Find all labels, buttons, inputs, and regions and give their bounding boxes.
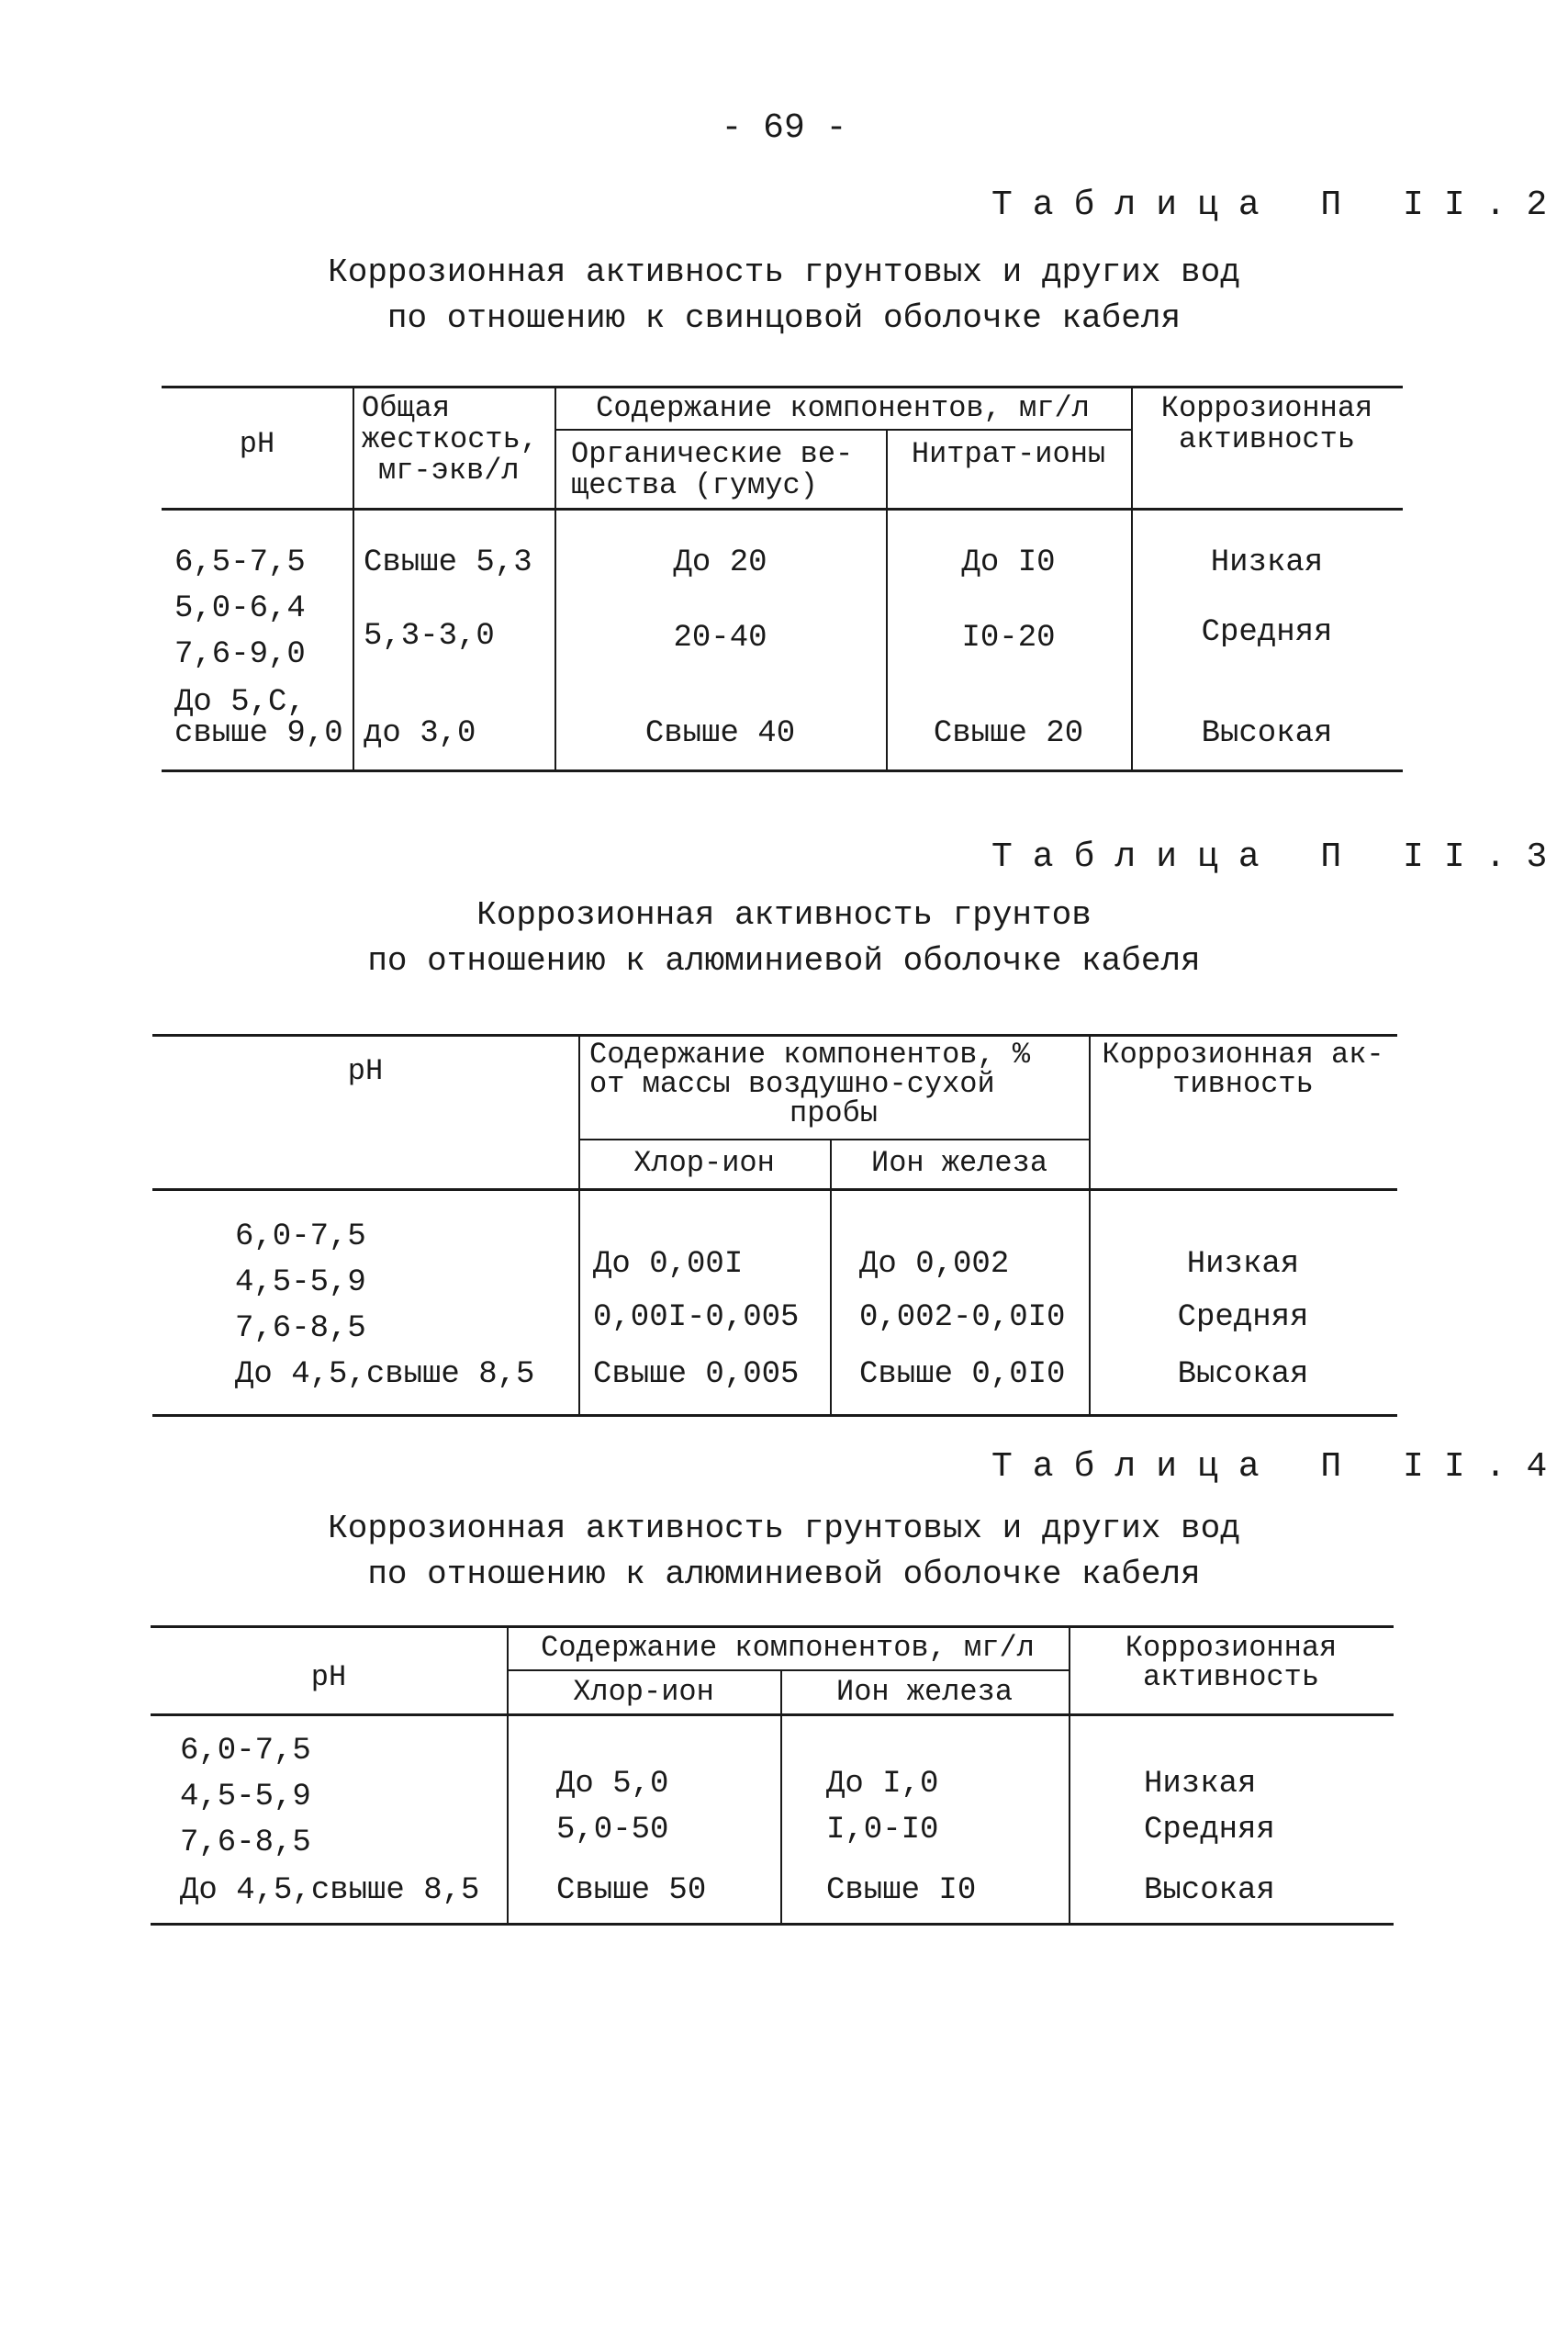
header-content: Содержание компонентов, % bbox=[589, 1038, 1031, 1072]
cell-ph: 7,6-9,0 bbox=[174, 637, 306, 672]
cell-hardness: 5,3-3,0 bbox=[364, 619, 495, 654]
header-activity: тивность bbox=[1172, 1067, 1314, 1101]
header-organic: щества (гумус) bbox=[571, 468, 818, 502]
header-iron: Ион железа bbox=[870, 1146, 1048, 1180]
cell-activity: Низкая bbox=[1186, 1247, 1300, 1282]
cell-ph: До 4,5,свыше 8,5 bbox=[180, 1873, 480, 1908]
cell-chlorine: Свыше 50 bbox=[556, 1873, 707, 1908]
caption-line: Коррозионная активность грунтовых и других вод bbox=[328, 253, 1240, 291]
cell-iron: До 0,002 bbox=[859, 1247, 1010, 1282]
header-ph: pH bbox=[310, 1660, 347, 1694]
table-caption bbox=[0, 250, 1568, 342]
header-content: от массы воздушно-сухой bbox=[589, 1067, 995, 1101]
header-activity: Коррозионная ак- bbox=[1102, 1038, 1384, 1072]
header-chlorine: Хлор-ион bbox=[573, 1675, 714, 1709]
cell-activity: Средняя bbox=[1144, 1813, 1275, 1848]
cell-organic: 20-40 bbox=[673, 621, 767, 656]
cell-iron: I,0-I0 bbox=[826, 1813, 939, 1848]
caption-line: по отношению к свинцовой оболочке кабеля bbox=[386, 299, 1182, 337]
header-activity: Коррозионная bbox=[1125, 1631, 1338, 1665]
cell-activity: Средняя bbox=[1177, 1300, 1309, 1335]
cell-organic: Свыше 40 bbox=[644, 716, 796, 751]
cell-hardness: Свыше 5,3 bbox=[364, 545, 532, 580]
header-ph: pH bbox=[347, 1054, 384, 1088]
header-organic: Органические ве- bbox=[571, 437, 854, 471]
caption-line: Коррозионная активность грунтовых и других вод bbox=[328, 1510, 1240, 1547]
cell-organic: До 20 bbox=[673, 545, 767, 580]
cell-activity: Высокая bbox=[1144, 1873, 1275, 1908]
page-number: - 69 - bbox=[721, 108, 847, 148]
cell-iron: До I,0 bbox=[826, 1767, 939, 1802]
cell-iron: 0,002-0,0I0 bbox=[859, 1300, 1066, 1335]
cell-ph: 6,0-7,5 bbox=[180, 1734, 311, 1769]
cell-ph: 5,0-6,4 bbox=[174, 591, 306, 626]
cell-nitrate: Свыше 20 bbox=[933, 716, 1084, 751]
header-content: Содержание компонентов, мг/л bbox=[596, 391, 1090, 425]
header-hardness: мг-экв/л bbox=[378, 454, 520, 488]
cell-ph: 4,5-5,9 bbox=[180, 1780, 311, 1814]
cell-activity: Высокая bbox=[1177, 1357, 1309, 1392]
header-content: пробы bbox=[789, 1096, 878, 1130]
header-iron: Ион железа bbox=[835, 1675, 1014, 1709]
cell-ph: 6,0-7,5 bbox=[235, 1219, 366, 1254]
header-content: Содержание компонентов, мг/л bbox=[541, 1631, 1035, 1665]
cell-ph: 7,6-8,5 bbox=[235, 1311, 366, 1346]
cell-iron: Свыше 0,0I0 bbox=[859, 1357, 1066, 1392]
cell-chlorine: 0,00I-0,005 bbox=[593, 1300, 800, 1335]
header-nitrate: Нитрат-ионы bbox=[911, 437, 1106, 471]
header-hardness: Общая bbox=[362, 391, 451, 425]
table-caption bbox=[0, 893, 1568, 984]
header-ph: pH bbox=[239, 427, 275, 461]
cell-activity: Средняя bbox=[1201, 615, 1333, 650]
table-caption bbox=[0, 1506, 1568, 1598]
cell-nitrate: I0-20 bbox=[961, 621, 1056, 656]
cell-hardness: до 3,0 bbox=[364, 716, 476, 751]
cell-ph: 6,5-7,5 bbox=[174, 545, 306, 580]
caption-line: по отношению к алюминиевой оболочке кабеля bbox=[367, 942, 1201, 980]
header-activity: активность bbox=[1178, 422, 1356, 456]
cell-activity: Низкая bbox=[1144, 1767, 1257, 1802]
cell-iron: Свыше I0 bbox=[826, 1873, 977, 1908]
cell-chlorine: До 5,0 bbox=[556, 1767, 669, 1802]
cell-activity: Высокая bbox=[1201, 716, 1333, 751]
cell-chlorine: До 0,00I bbox=[593, 1247, 744, 1282]
cell-chlorine: Свыше 0,005 bbox=[593, 1357, 800, 1392]
table-label: Таблица П II.3 bbox=[991, 837, 1568, 877]
header-activity: Коррозионная bbox=[1160, 391, 1373, 425]
caption-line: по отношению к алюминиевой оболочке кабеля bbox=[367, 1556, 1201, 1593]
table-label: Таблица П II.4 bbox=[991, 1447, 1568, 1487]
header-activity: активность bbox=[1142, 1660, 1320, 1694]
header-chlorine: Хлор-ион bbox=[633, 1146, 775, 1180]
cell-ph: 7,6-8,5 bbox=[180, 1825, 311, 1860]
cell-activity: Низкая bbox=[1210, 545, 1324, 580]
cell-ph: 4,5-5,9 bbox=[235, 1265, 366, 1300]
cell-nitrate: До I0 bbox=[961, 545, 1056, 580]
cell-ph: До 4,5,свыше 8,5 bbox=[235, 1357, 535, 1392]
cell-chlorine: 5,0-50 bbox=[556, 1813, 669, 1848]
caption-line: Коррозионная активность грунтов bbox=[476, 896, 1092, 934]
cell-ph: До 5,С, bbox=[174, 685, 306, 720]
cell-ph: свыше 9,0 bbox=[174, 716, 343, 751]
table-label: Таблица П II.2 bbox=[991, 185, 1568, 225]
header-hardness: жесткость, bbox=[362, 422, 539, 456]
